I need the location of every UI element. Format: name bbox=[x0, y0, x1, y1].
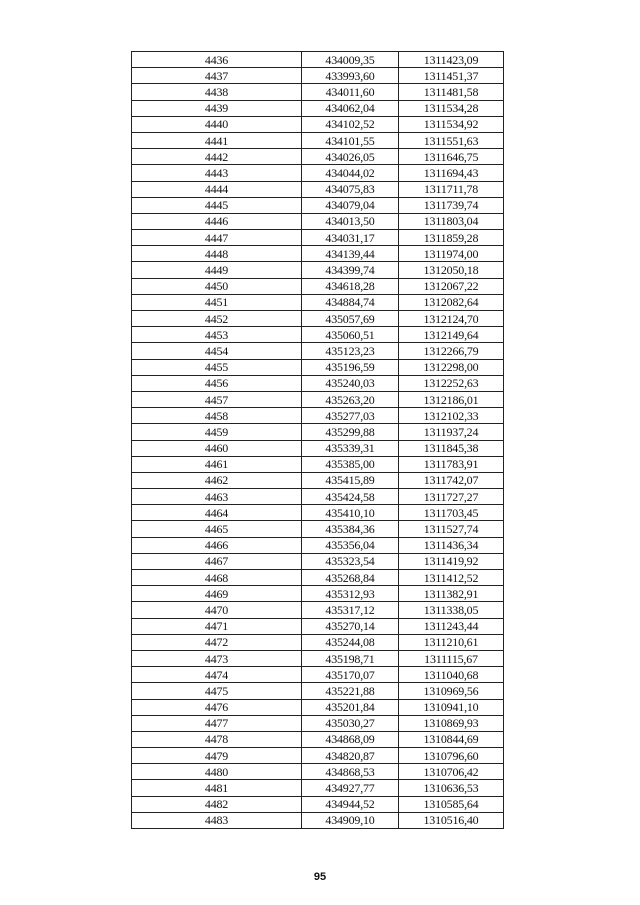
x-coordinate-cell: 435221,88 bbox=[302, 683, 399, 699]
point-number-cell: 4474 bbox=[132, 667, 302, 683]
x-coordinate-cell: 434927,77 bbox=[302, 780, 399, 796]
point-number-cell: 4440 bbox=[132, 116, 302, 132]
point-number-cell: 4470 bbox=[132, 602, 302, 618]
table-row bbox=[132, 230, 504, 246]
point-number-cell: 4459 bbox=[132, 424, 302, 440]
table-row bbox=[132, 472, 504, 488]
point-number-cell: 4452 bbox=[132, 311, 302, 327]
point-number-cell: 4477 bbox=[132, 715, 302, 731]
x-coordinate-cell: 434399,74 bbox=[302, 262, 399, 278]
x-coordinate-cell: 435240,03 bbox=[302, 375, 399, 391]
x-coordinate-cell: 435244,08 bbox=[302, 634, 399, 650]
x-coordinate-cell: 435201,84 bbox=[302, 699, 399, 715]
x-coordinate-cell: 435317,12 bbox=[302, 602, 399, 618]
point-number-cell: 4478 bbox=[132, 731, 302, 747]
y-coordinate-cell: 1311481,58 bbox=[399, 84, 504, 100]
table-row bbox=[132, 796, 504, 812]
table-row bbox=[132, 618, 504, 634]
x-coordinate-cell: 434079,04 bbox=[302, 197, 399, 213]
table-row bbox=[132, 68, 504, 84]
y-coordinate-cell: 1311694,43 bbox=[399, 165, 504, 181]
y-coordinate-cell: 1310706,42 bbox=[399, 764, 504, 780]
table-row bbox=[132, 634, 504, 650]
y-coordinate-cell: 1311739,74 bbox=[399, 197, 504, 213]
table-row bbox=[132, 505, 504, 521]
table-row bbox=[132, 667, 504, 683]
y-coordinate-cell: 1310869,93 bbox=[399, 715, 504, 731]
y-coordinate-cell: 1311859,28 bbox=[399, 230, 504, 246]
x-coordinate-cell: 435196,59 bbox=[302, 359, 399, 375]
x-coordinate-cell: 435385,00 bbox=[302, 456, 399, 472]
table-row bbox=[132, 311, 504, 327]
x-coordinate-cell: 434062,04 bbox=[302, 100, 399, 116]
table-row bbox=[132, 294, 504, 310]
point-number-cell: 4465 bbox=[132, 521, 302, 537]
x-coordinate-cell: 435060,51 bbox=[302, 327, 399, 343]
x-coordinate-cell: 434944,52 bbox=[302, 796, 399, 812]
table-row bbox=[132, 650, 504, 666]
point-number-cell: 4443 bbox=[132, 165, 302, 181]
x-coordinate-cell: 434026,05 bbox=[302, 149, 399, 165]
y-coordinate-cell: 1311711,78 bbox=[399, 181, 504, 197]
table-row bbox=[132, 586, 504, 602]
table-row bbox=[132, 165, 504, 181]
y-coordinate-cell: 1311040,68 bbox=[399, 667, 504, 683]
point-number-cell: 4471 bbox=[132, 618, 302, 634]
y-coordinate-cell: 1312252,63 bbox=[399, 375, 504, 391]
table-row bbox=[132, 52, 504, 68]
point-number-cell: 4437 bbox=[132, 68, 302, 84]
y-coordinate-cell: 1311210,61 bbox=[399, 634, 504, 650]
y-coordinate-cell: 1311534,92 bbox=[399, 116, 504, 132]
x-coordinate-cell: 435270,14 bbox=[302, 618, 399, 634]
y-coordinate-cell: 1311646,75 bbox=[399, 149, 504, 165]
point-number-cell: 4462 bbox=[132, 472, 302, 488]
y-coordinate-cell: 1311382,91 bbox=[399, 586, 504, 602]
x-coordinate-cell: 435323,54 bbox=[302, 553, 399, 569]
x-coordinate-cell: 435030,27 bbox=[302, 715, 399, 731]
y-coordinate-cell: 1311419,92 bbox=[399, 553, 504, 569]
x-coordinate-cell: 435170,07 bbox=[302, 667, 399, 683]
point-number-cell: 4469 bbox=[132, 586, 302, 602]
x-coordinate-cell: 434868,09 bbox=[302, 731, 399, 747]
point-number-cell: 4453 bbox=[132, 327, 302, 343]
y-coordinate-cell: 1310516,40 bbox=[399, 812, 504, 828]
y-coordinate-cell: 1311551,63 bbox=[399, 132, 504, 148]
x-coordinate-cell: 435312,93 bbox=[302, 586, 399, 602]
y-coordinate-cell: 1310941,10 bbox=[399, 699, 504, 715]
table-row bbox=[132, 537, 504, 553]
x-coordinate-cell: 434868,53 bbox=[302, 764, 399, 780]
point-number-cell: 4457 bbox=[132, 391, 302, 407]
x-coordinate-cell: 434101,55 bbox=[302, 132, 399, 148]
point-number-cell: 4468 bbox=[132, 570, 302, 586]
coordinates-table-body bbox=[132, 52, 504, 829]
y-coordinate-cell: 1311243,44 bbox=[399, 618, 504, 634]
table-row bbox=[132, 570, 504, 586]
table-row bbox=[132, 391, 504, 407]
y-coordinate-cell: 1311115,67 bbox=[399, 650, 504, 666]
table-row bbox=[132, 359, 504, 375]
table-row bbox=[132, 456, 504, 472]
point-number-cell: 4447 bbox=[132, 230, 302, 246]
point-number-cell: 4481 bbox=[132, 780, 302, 796]
table-row bbox=[132, 278, 504, 294]
point-number-cell: 4442 bbox=[132, 149, 302, 165]
point-number-cell: 4461 bbox=[132, 456, 302, 472]
point-number-cell: 4456 bbox=[132, 375, 302, 391]
x-coordinate-cell: 434820,87 bbox=[302, 748, 399, 764]
x-coordinate-cell: 434102,52 bbox=[302, 116, 399, 132]
x-coordinate-cell: 434013,50 bbox=[302, 213, 399, 229]
y-coordinate-cell: 1311845,38 bbox=[399, 440, 504, 456]
table-row bbox=[132, 116, 504, 132]
table-row bbox=[132, 262, 504, 278]
y-coordinate-cell: 1312102,33 bbox=[399, 408, 504, 424]
table-row bbox=[132, 149, 504, 165]
point-number-cell: 4464 bbox=[132, 505, 302, 521]
point-number-cell: 4438 bbox=[132, 84, 302, 100]
point-number-cell: 4467 bbox=[132, 553, 302, 569]
x-coordinate-cell: 434031,17 bbox=[302, 230, 399, 246]
y-coordinate-cell: 1312050,18 bbox=[399, 262, 504, 278]
table-row bbox=[132, 780, 504, 796]
y-coordinate-cell: 1312186,01 bbox=[399, 391, 504, 407]
x-coordinate-cell: 435424,58 bbox=[302, 489, 399, 505]
y-coordinate-cell: 1311527,74 bbox=[399, 521, 504, 537]
point-number-cell: 4483 bbox=[132, 812, 302, 828]
page-number: 95 bbox=[313, 871, 327, 883]
table-row bbox=[132, 343, 504, 359]
y-coordinate-cell: 1311727,27 bbox=[399, 489, 504, 505]
table-row bbox=[132, 375, 504, 391]
point-number-cell: 4444 bbox=[132, 181, 302, 197]
y-coordinate-cell: 1311451,37 bbox=[399, 68, 504, 84]
y-coordinate-cell: 1311937,24 bbox=[399, 424, 504, 440]
y-coordinate-cell: 1310969,56 bbox=[399, 683, 504, 699]
y-coordinate-cell: 1312149,64 bbox=[399, 327, 504, 343]
x-coordinate-cell: 435356,04 bbox=[302, 537, 399, 553]
y-coordinate-cell: 1312298,00 bbox=[399, 359, 504, 375]
table-row bbox=[132, 764, 504, 780]
point-number-cell: 4451 bbox=[132, 294, 302, 310]
y-coordinate-cell: 1312124,70 bbox=[399, 311, 504, 327]
table-row bbox=[132, 440, 504, 456]
x-coordinate-cell: 434009,35 bbox=[302, 52, 399, 68]
table-row bbox=[132, 602, 504, 618]
y-coordinate-cell: 1311534,28 bbox=[399, 100, 504, 116]
y-coordinate-cell: 1311338,05 bbox=[399, 602, 504, 618]
point-number-cell: 4460 bbox=[132, 440, 302, 456]
table-row bbox=[132, 731, 504, 747]
x-coordinate-cell: 435415,89 bbox=[302, 472, 399, 488]
coordinates-table bbox=[131, 51, 504, 829]
table-row bbox=[132, 327, 504, 343]
point-number-cell: 4439 bbox=[132, 100, 302, 116]
y-coordinate-cell: 1310796,60 bbox=[399, 748, 504, 764]
x-coordinate-cell: 435123,23 bbox=[302, 343, 399, 359]
table-row bbox=[132, 683, 504, 699]
x-coordinate-cell: 435263,20 bbox=[302, 391, 399, 407]
table-row bbox=[132, 246, 504, 262]
point-number-cell: 4454 bbox=[132, 343, 302, 359]
x-coordinate-cell: 434044,02 bbox=[302, 165, 399, 181]
x-coordinate-cell: 435057,69 bbox=[302, 311, 399, 327]
y-coordinate-cell: 1311436,34 bbox=[399, 537, 504, 553]
point-number-cell: 4472 bbox=[132, 634, 302, 650]
table-row bbox=[132, 699, 504, 715]
point-number-cell: 4480 bbox=[132, 764, 302, 780]
table-row bbox=[132, 812, 504, 828]
y-coordinate-cell: 1312266,79 bbox=[399, 343, 504, 359]
y-coordinate-cell: 1311412,52 bbox=[399, 570, 504, 586]
y-coordinate-cell: 1310585,64 bbox=[399, 796, 504, 812]
point-number-cell: 4446 bbox=[132, 213, 302, 229]
x-coordinate-cell: 434139,44 bbox=[302, 246, 399, 262]
y-coordinate-cell: 1310844,69 bbox=[399, 731, 504, 747]
x-coordinate-cell: 435339,31 bbox=[302, 440, 399, 456]
y-coordinate-cell: 1311803,04 bbox=[399, 213, 504, 229]
y-coordinate-cell: 1311423,09 bbox=[399, 52, 504, 68]
point-number-cell: 4473 bbox=[132, 650, 302, 666]
table-row bbox=[132, 489, 504, 505]
table-row bbox=[132, 213, 504, 229]
point-number-cell: 4455 bbox=[132, 359, 302, 375]
point-number-cell: 4450 bbox=[132, 278, 302, 294]
point-number-cell: 4445 bbox=[132, 197, 302, 213]
point-number-cell: 4436 bbox=[132, 52, 302, 68]
point-number-cell: 4476 bbox=[132, 699, 302, 715]
table-row bbox=[132, 715, 504, 731]
x-coordinate-cell: 435384,36 bbox=[302, 521, 399, 537]
x-coordinate-cell: 435268,84 bbox=[302, 570, 399, 586]
table-row bbox=[132, 181, 504, 197]
y-coordinate-cell: 1311703,45 bbox=[399, 505, 504, 521]
point-number-cell: 4441 bbox=[132, 132, 302, 148]
y-coordinate-cell: 1312082,64 bbox=[399, 294, 504, 310]
x-coordinate-cell: 434884,74 bbox=[302, 294, 399, 310]
x-coordinate-cell: 434075,83 bbox=[302, 181, 399, 197]
point-number-cell: 4479 bbox=[132, 748, 302, 764]
y-coordinate-cell: 1312067,22 bbox=[399, 278, 504, 294]
y-coordinate-cell: 1311974,00 bbox=[399, 246, 504, 262]
table-row bbox=[132, 408, 504, 424]
x-coordinate-cell: 434909,10 bbox=[302, 812, 399, 828]
point-number-cell: 4482 bbox=[132, 796, 302, 812]
table-row bbox=[132, 197, 504, 213]
y-coordinate-cell: 1311742,07 bbox=[399, 472, 504, 488]
y-coordinate-cell: 1310636,53 bbox=[399, 780, 504, 796]
point-number-cell: 4449 bbox=[132, 262, 302, 278]
x-coordinate-cell: 433993,60 bbox=[302, 68, 399, 84]
point-number-cell: 4448 bbox=[132, 246, 302, 262]
table-row bbox=[132, 84, 504, 100]
table-row bbox=[132, 132, 504, 148]
table-row bbox=[132, 424, 504, 440]
x-coordinate-cell: 435198,71 bbox=[302, 650, 399, 666]
x-coordinate-cell: 434618,28 bbox=[302, 278, 399, 294]
point-number-cell: 4463 bbox=[132, 489, 302, 505]
point-number-cell: 4466 bbox=[132, 537, 302, 553]
point-number-cell: 4475 bbox=[132, 683, 302, 699]
table-row bbox=[132, 553, 504, 569]
x-coordinate-cell: 435410,10 bbox=[302, 505, 399, 521]
point-number-cell: 4458 bbox=[132, 408, 302, 424]
x-coordinate-cell: 435277,03 bbox=[302, 408, 399, 424]
x-coordinate-cell: 434011,60 bbox=[302, 84, 399, 100]
table-row bbox=[132, 521, 504, 537]
table-row bbox=[132, 100, 504, 116]
y-coordinate-cell: 1311783,91 bbox=[399, 456, 504, 472]
x-coordinate-cell: 435299,88 bbox=[302, 424, 399, 440]
table-row bbox=[132, 748, 504, 764]
